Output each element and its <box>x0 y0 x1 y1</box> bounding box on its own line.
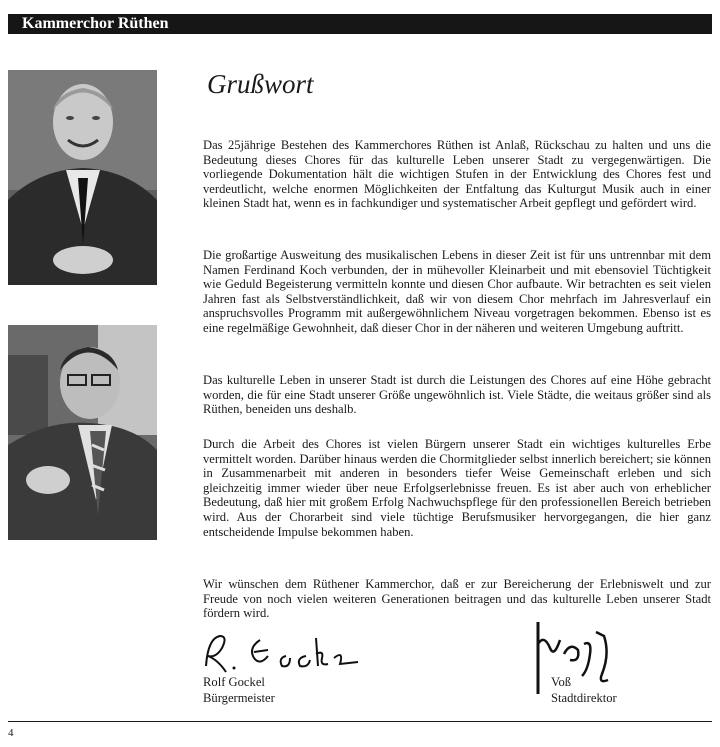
paragraph-4: Durch die Arbeit des Chores ist vielen Bürgern unserer Stadt ein wichtiges kulturelles Erbe vermittelt worden. Darüber hinaus werden die Chormitglieder selbst innerlich bereichert; sie können in Zusammenarbeit mit anderen in besonders tiefer Weise Gemeinschaft erleben und sich gleichzeitig immer wieder über neue Erfolgserlebnisse freuen. Es ist aber auch von erheblicher Bedeutung, daß hier mit großem Erfolg Nachwuchspflege für den professionellen Bereich betrieben wird. Aus der Chorarbeit sind viele tüchtige Berufsmusiker hervorgegangen, die hier ganz entscheidende Impulse bekommen haben. <box>203 437 711 539</box>
signature-gockel <box>198 628 368 678</box>
signatory-2-name: Voß <box>551 675 572 689</box>
page-title: Grußwort <box>207 69 314 99</box>
signatory-1-name: Rolf Gockel <box>203 675 265 689</box>
paragraph-1: Das 25jährige Bestehen des Kammerchores Rüthen ist Anlaß, Rückschau zu halten und uns die Bedeutung dieses Chores für das kulturelle Leben unserer Stadt zu vergegenwärtigen. Die vorliegende Dokumentation hält die wichtigen Stufen in der Entwicklung des Chores fest und verdeutlicht, welche enormen Möglichkeiten der Entfaltung das Kulturgut Musik auch in einer kleinen Stadt hat, wenn es in fachkundiger und systematischer Arbeit gepflegt und gefördert wird. <box>203 138 711 211</box>
header-bar <box>8 14 712 34</box>
paragraph-3: Das kulturelle Leben in unserer Stadt ist durch die Leistungen des Chores auf eine Höhe gebracht worden, die für eine Stadt unserer Größe ungewöhnlich ist. Viele Städte, die weitaus größer sind als Rüthen, beneiden uns deshalb. <box>203 373 711 417</box>
footer-rule <box>8 721 712 722</box>
photo-buergermeister <box>8 70 157 285</box>
signatory-2 <box>551 674 617 706</box>
signatory-2-role: Stadtdirektor <box>551 691 617 705</box>
header-title: Kammerchor Rüthen <box>22 15 169 32</box>
paragraph-5: Wir wünschen dem Rüthener Kammerchor, daß er zur Bereicherung der Erlebniswelt und zur Freude von noch vielen weiteren Generationen beitragen und das kulturelle Leben unserer Stadt fördern wird. <box>203 577 711 621</box>
photo-stadtdirektor <box>8 325 157 540</box>
page-number: 4 <box>8 727 14 739</box>
signatory-1 <box>203 674 275 706</box>
signatory-1-role: Bürgermeister <box>203 691 275 705</box>
paragraph-2: Die großartige Ausweitung des musikalischen Lebens in dieser Zeit ist für uns untrennbar mit dem Namen Ferdinand Koch verbunden, der in mühevoller Kleinarbeit und mit ebensoviel Tüchtigkeit wie Geduld Begeisterung vermitteln konnte und diesen Chor aufbaute. Wir betrachten es seit vielen Jahren fast als Selbstverständlichkeit, daß wir von diesem Chor mehrfach im Jahresverlauf ein anspruchsvolles Programm mit außergewöhnlichem Niveau vorgetragen bekommen. Ebenso ist es eine regelmäßige Gewohnheit, daß dieser Chor in der näheren und weiteren Umgebung auftritt. <box>203 248 711 335</box>
